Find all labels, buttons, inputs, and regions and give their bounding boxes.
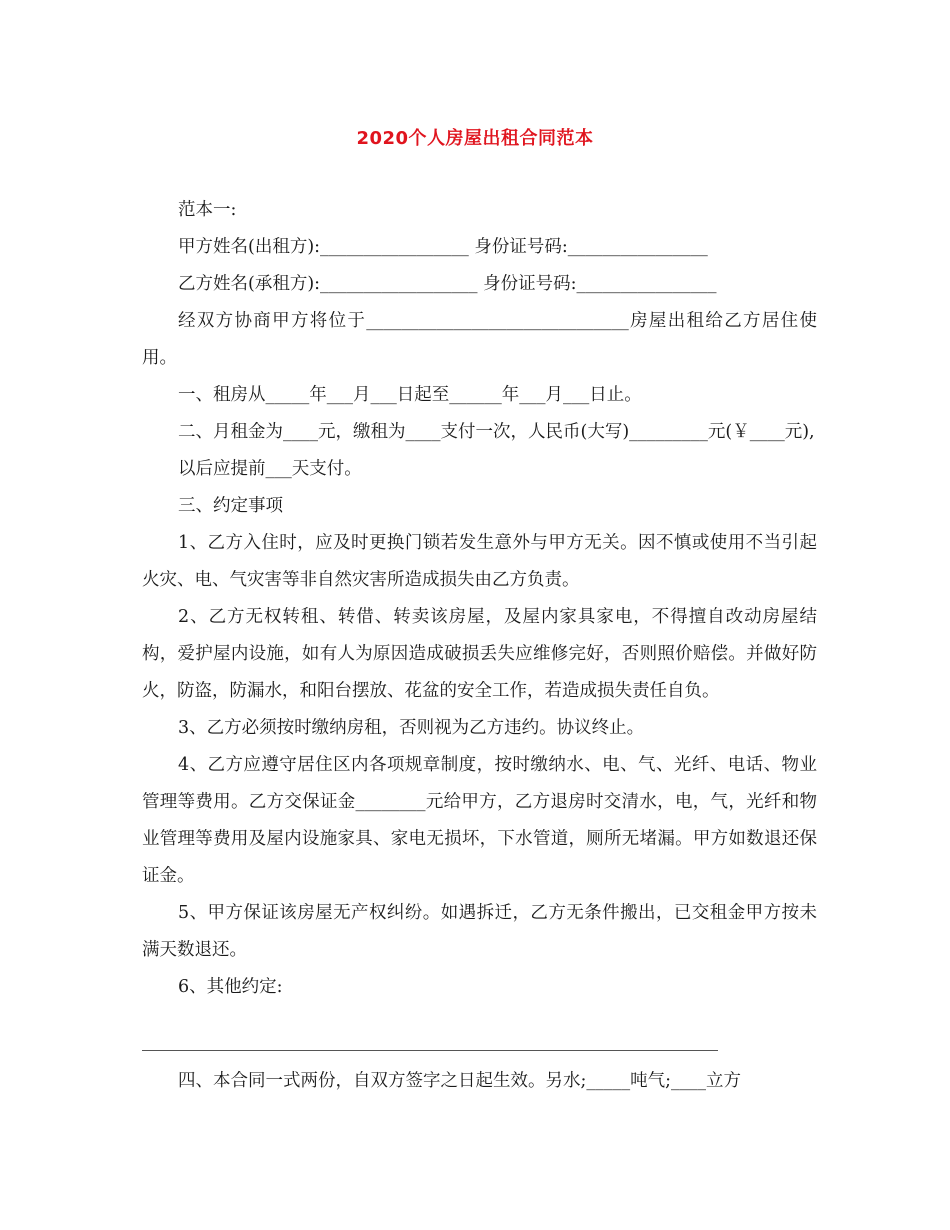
document-body — [142, 192, 817, 1006]
paragraph-location: 经双方协商甲方将位于______________________________房屋出租给乙方居住使用。 — [142, 311, 817, 368]
paragraph-term: 一、租房从_____年___月___日起至______年___月___日止。 — [178, 385, 642, 405]
paragraph-clause-5: 5、甲方保证该房屋无产权纠纷。如遇拆迁，乙方无条件搬出，已交租金甲方按未满天数退还。 — [142, 903, 817, 960]
paragraph-section-four: 四、本合同一式两份，自双方签字之日起生效。另水;_____吨气;____立方 — [178, 1071, 742, 1091]
paragraph-clause-4: 4、乙方应遵守居住区内各项规章制度，按时缴纳水、电、气、光纤、电话、物业管理等费用。乙方交保证金________元给甲方，乙方退房时交清水，电，气，光纤和物业管理等费用及屋内设施家具、家电无损坏，下水管道，厕所无堵漏。甲方如数退还保证金。 — [142, 755, 817, 886]
paragraph-advance-payment: 以后应提前___天支付。 — [178, 459, 362, 479]
paragraph-clause-3: 3、乙方必须按时缴纳房租，否则视为乙方违约。协议终止。 — [178, 718, 645, 738]
blank-line-divider — [142, 1050, 718, 1051]
document-title: 2020个人房屋出租合同范本 — [356, 128, 594, 149]
paragraph-template-label: 范本一: — [178, 200, 237, 220]
paragraph-party-b: 乙方姓名(承租方):__________________ 身份证号码:________________ — [178, 274, 717, 294]
paragraph-clause-1: 1、乙方入住时，应及时更换门锁若发生意外与甲方无关。因不慎或使用不当引起火灾、电、气灾害等非自然灾害所造成损失由乙方负责。 — [142, 533, 817, 590]
paragraph-rent: 二、月租金为____元，缴租为____支付一次，人民币(大写)_________元(￥____元), — [178, 422, 815, 442]
paragraph-clause-6: 6、其他约定: — [178, 977, 283, 997]
paragraph-section-heading: 三、约定事项 — [178, 496, 283, 516]
paragraph-party-a: 甲方姓名(出租方):_________________ 身份证号码:________________ — [178, 237, 708, 257]
paragraph-clause-2: 2、乙方无权转租、转借、转卖该房屋，及屋内家具家电，不得擅自改动房屋结构，爱护屋内设施，如有人为原因造成破损丢失应维修完好，否则照价赔偿。并做好防火，防盗，防漏水，和阳台摆放、花盆的安全工作，若造成损失责任自负。 — [142, 607, 817, 701]
